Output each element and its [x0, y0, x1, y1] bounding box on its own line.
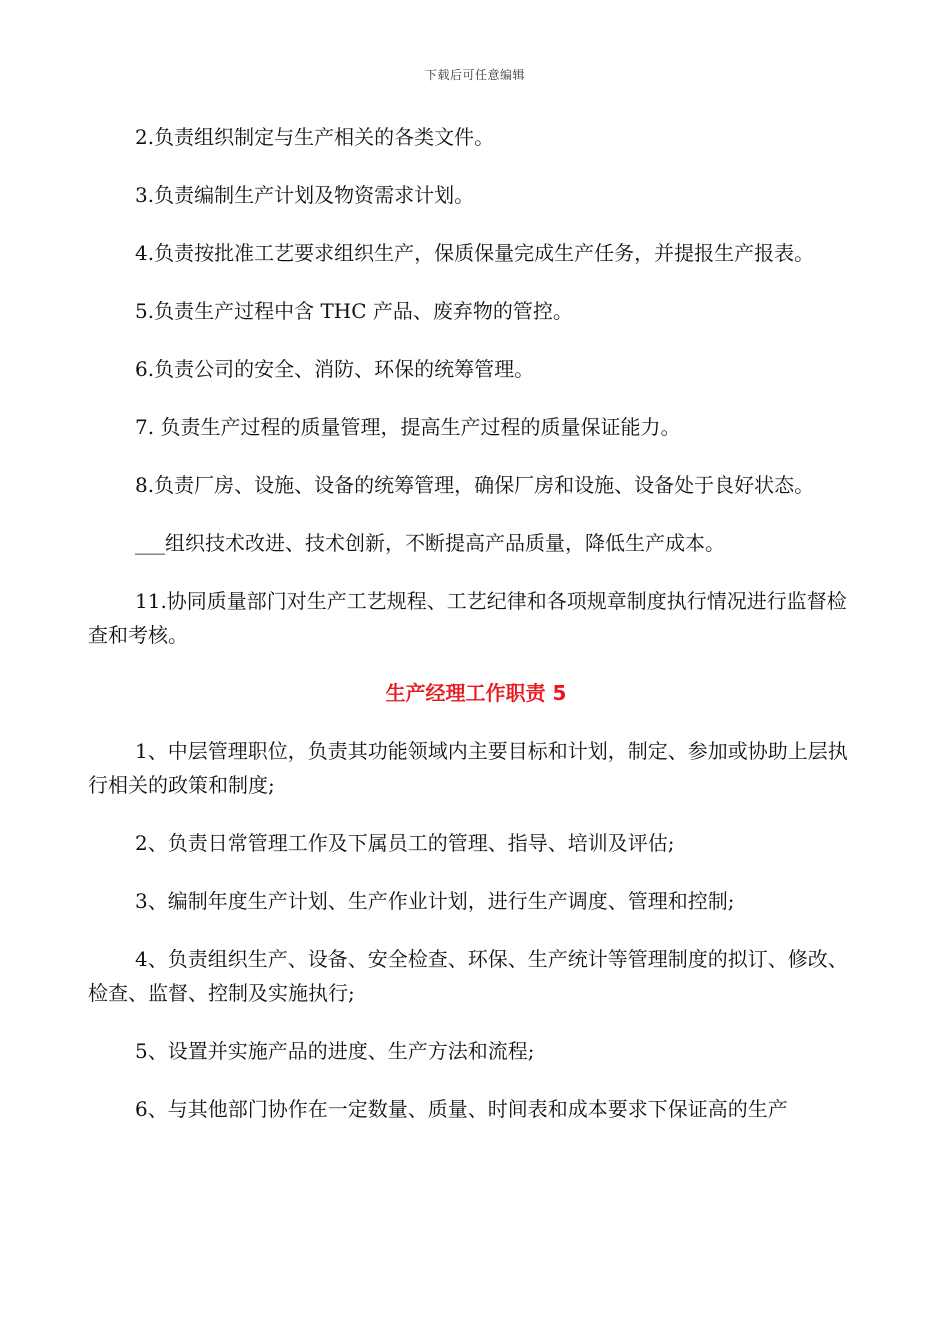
paragraph: 6.负责公司的安全、消防、环保的统筹管理。: [135, 357, 535, 381]
paragraph: 4、负责组织生产、设备、安全检查、环保、生产统计等管理制度的拟订、修改、检查、监督、控制及实施执行;: [88, 947, 848, 1005]
paragraph: 3、编制年度生产计划、生产作业计划，进行生产调度、管理和控制;: [135, 889, 735, 913]
paragraph: 11.协同质量部门对生产工艺规程、工艺纪律和各项规章制度执行情况进行监督检查和考核。: [88, 589, 847, 647]
document-body: [88, 120, 864, 1150]
paragraph: 5、设置并实施产品的进度、生产方法和流程;: [135, 1039, 535, 1063]
paragraph: ___组织技术改进、技术创新，不断提高产品质量，降低生产成本。: [135, 531, 725, 555]
paragraph: 3.负责编制生产计划及物资需求计划。: [135, 183, 475, 207]
paragraph: 2、负责日常管理工作及下属员工的管理、指导、培训及评估;: [135, 831, 675, 855]
page-header: 下载后可任意编辑: [424, 68, 525, 82]
paragraph: 2.负责组织制定与生产相关的各类文件。: [135, 125, 495, 149]
paragraph: 1、中层管理职位，负责其功能领域内主要目标和计划，制定、参加或协助上层执行相关的政策和制度;: [88, 739, 848, 797]
paragraph: 6、与其他部门协作在一定数量、质量、时间表和成本要求下保证高的生产: [135, 1097, 788, 1121]
paragraph: 5.负责生产过程中含 THC 产品、废弃物的管控。: [135, 299, 573, 323]
paragraph: 7. 负责生产过程的质量管理，提高生产过程的质量保证能力。: [135, 415, 681, 439]
paragraph: 4.负责按批准工艺要求组织生产，保质保量完成生产任务，并提报生产报表。: [135, 241, 815, 265]
section-title: 生产经理工作职责 5: [385, 681, 567, 705]
paragraph: 8.负责厂房、设施、设备的统筹管理，确保厂房和设施、设备处于良好状态。: [135, 473, 815, 497]
